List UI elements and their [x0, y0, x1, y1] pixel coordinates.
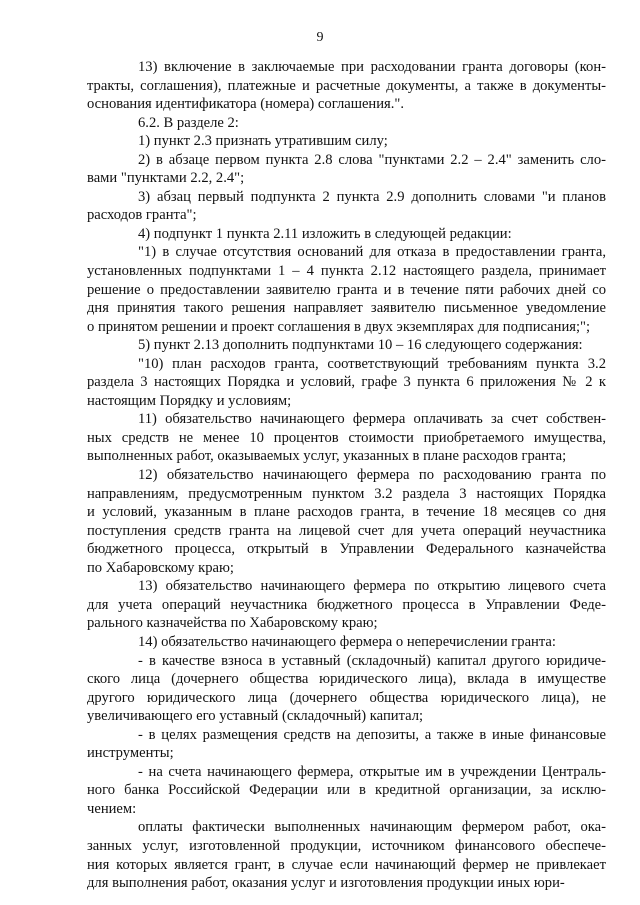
- text-line: 4) подпункт 1 пункта 2.11 изложить в следующей редакции:: [138, 225, 512, 242]
- text-line: чением:: [87, 800, 137, 817]
- paragraph: [87, 633, 606, 652]
- text-line: для выполнения работ, оказания услуг и изготовления продукции иных юри-: [87, 875, 565, 892]
- text-line: дня принятия такого решения направляет заявителю письменное уведомление: [87, 300, 606, 317]
- paragraph: [87, 132, 606, 151]
- text-line: занных услуг, изготовленной продукции, источником финансового обеспече-: [87, 837, 606, 854]
- paragraph: [87, 151, 606, 188]
- text-line: рального казначейства по Хабаровскому краю;: [87, 615, 378, 632]
- document-body: [87, 58, 606, 893]
- text-line: "10) план расходов гранта, соответствующий требованиям пункта 3.2: [138, 355, 606, 372]
- text-line: оплаты фактически выполненных начинающим фермером работ, ока-: [138, 819, 606, 836]
- text-line: 12) обязательство начинающего фермера по расходованию гранта по: [138, 467, 606, 484]
- text-line: 13) включение в заключаемые при расходовании гранта договоры (кон-: [138, 59, 606, 75]
- paragraph: [87, 188, 606, 225]
- paragraph: [87, 336, 606, 355]
- text-line: 3) абзац первый подпункта 2 пункта 2.9 дополнить словами "и планов: [138, 188, 606, 205]
- text-line: вами "пунктами 2.2, 2.4";: [87, 170, 245, 187]
- text-line: - в качестве взноса в уставный (складочный) капитал другого юридиче-: [138, 652, 606, 669]
- text-line: расходов гранта";: [87, 207, 197, 224]
- text-line: и условий, указанным в плане расходов гранта, в течение 18 месяцев со дня: [87, 504, 606, 521]
- paragraph: [87, 652, 606, 726]
- text-line: другого юридического лица (дочернего общества юридического лица), не: [87, 689, 606, 706]
- text-line: раздела 3 настоящих Порядка и условий, графе 3 пункта 6 приложения № 2 к: [87, 374, 606, 391]
- text-line: для учета операций неучастника бюджетного процесса в Управлении Феде-: [87, 596, 606, 613]
- page-number: 9: [316, 30, 324, 45]
- paragraph: [87, 114, 606, 133]
- text-line: бюджетного процесса, открытый в Управлении Федерального казначейства: [87, 541, 606, 558]
- paragraph: [87, 225, 606, 244]
- text-line: ского лица (дочернего общества юридического лица), вклада в имуществе: [87, 671, 606, 688]
- text-line: 13) обязательство начинающего фермера по открытию лицевого счета: [138, 578, 606, 595]
- text-line: настоящим Порядку и условиям;: [87, 392, 292, 409]
- text-line: по Хабаровскому краю;: [87, 559, 234, 576]
- text-line: тракты, соглашения), платежные и расчетные документы, а также в документы-: [87, 77, 606, 94]
- text-line: ния которых является грант, в случае если начинающий фермер не привлекает: [87, 856, 606, 873]
- text-line: увеличивающего его уставный (складочный) капитал;: [87, 708, 424, 725]
- paragraph: [87, 818, 606, 892]
- text-line: 6.2. В разделе 2:: [138, 114, 239, 131]
- text-line: - на счета начинающего фермера, открытые им в учреждении Централь-: [138, 763, 606, 780]
- text-line: 11) обязательство начинающего фермера оплачивать за счет собствен-: [138, 411, 606, 428]
- paragraph: [87, 466, 606, 577]
- paragraph: [87, 243, 606, 336]
- text-line: "1) в случае отсутствия оснований для отказа в предоставлении гранта,: [138, 244, 606, 261]
- text-line: основания идентификатора (номера) соглашения.".: [87, 96, 405, 113]
- text-line: инструменты;: [87, 745, 174, 762]
- text-line: ного банка Российской Федерации или в кредитной организации, за исклю-: [87, 782, 606, 799]
- text-line: ных средств не менее 10 процентов стоимости приобретаемого имущества,: [87, 429, 606, 446]
- paragraph: [87, 577, 606, 633]
- paragraph: [87, 410, 606, 466]
- text-line: 14) обязательство начинающего фермера о неперечислении гранта:: [138, 633, 556, 650]
- text-line: установленных подпунктами 1 – 4 пункта 2.12 настоящего раздела, принимает: [87, 263, 606, 280]
- paragraph: [87, 355, 606, 411]
- text-line: - в целях размещения средств на депозиты, а также в иные финансовые: [138, 726, 606, 743]
- text-line: выполненных работ, оказываемых услуг, указанных в плане расходов гранта;: [87, 448, 567, 465]
- text-line: 1) пункт 2.3 признать утратившим силу;: [138, 133, 388, 150]
- text-line: направлениям, предусмотренным пунктом 3.2 раздела 3 настоящих Порядка: [87, 485, 606, 502]
- text-line: о принятом решении и проект соглашения в двух экземплярах для подписания;";: [87, 318, 591, 335]
- text-line: поступления средств гранта на лицевой счет для учета операций неучастника: [87, 522, 606, 539]
- text-line: решение о предоставлении заявителю гранта и в течение пяти рабочих дней со: [87, 281, 606, 298]
- paragraph: [87, 763, 606, 819]
- text-line: 2) в абзаце первом пункта 2.8 слова "пунктами 2.2 – 2.4" заменить сло-: [138, 151, 606, 168]
- paragraph: [87, 58, 606, 114]
- text-line: 5) пункт 2.13 дополнить подпунктами 10 – 16 следующего содержания:: [138, 337, 583, 354]
- paragraph: [87, 726, 606, 763]
